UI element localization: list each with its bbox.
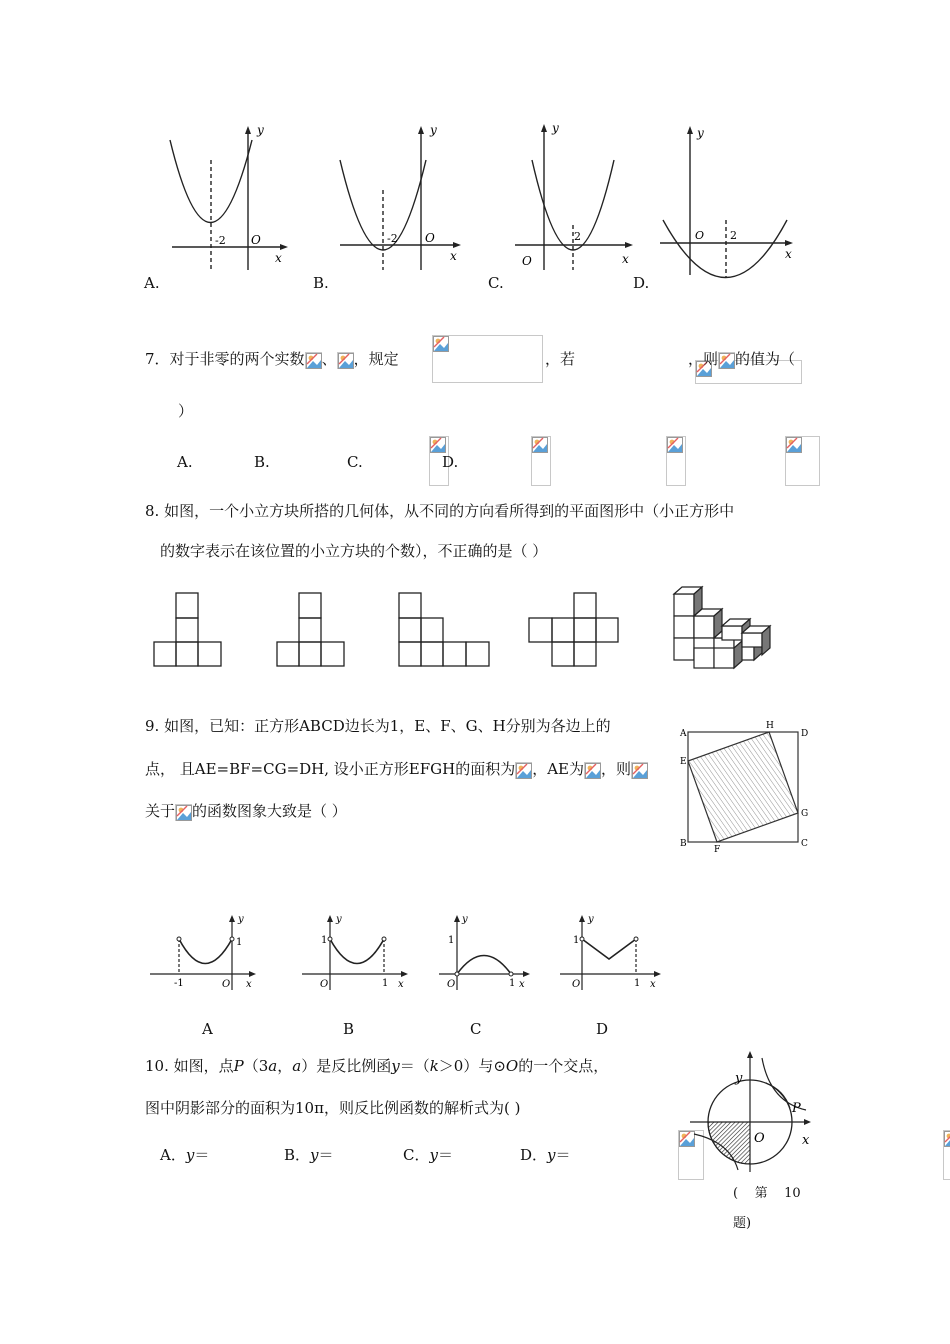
q7-number: 7． bbox=[145, 350, 170, 368]
broken-image-icon bbox=[305, 352, 322, 369]
q9b-one-x: 1 bbox=[382, 978, 389, 989]
q6b-origin: O bbox=[425, 231, 435, 245]
q6a-y: y bbox=[257, 123, 264, 137]
q10-option-c-eq: ＝ bbox=[437, 1146, 453, 1164]
q10-option-a-eq: ＝ bbox=[194, 1146, 210, 1164]
q9-graph-c bbox=[437, 912, 537, 997]
q10-option-b-y: y bbox=[310, 1146, 319, 1164]
q8-line-1: 8. 如图，一个小立方块所搭的几何体，从不同的方向看所得到的平面图形中（小正方形中 bbox=[145, 502, 735, 520]
q7-text-1: 对于非零的两个实数 bbox=[169, 350, 305, 368]
broken-image-icon bbox=[175, 804, 192, 821]
q10-option-b-label: B． bbox=[284, 1146, 311, 1164]
q7-text-6: 的值为（ bbox=[735, 350, 796, 368]
q7-definition-image-icon bbox=[432, 335, 543, 383]
q9c-origin: O bbox=[447, 979, 456, 990]
q10-line-2: 图中阴影部分的面积为10π，则反比例函数的解析式为( ) bbox=[145, 1099, 521, 1117]
q9-label-d: D bbox=[801, 729, 809, 739]
q6d-x: x bbox=[785, 247, 792, 261]
q9-text-2c: ，则 bbox=[601, 760, 632, 778]
q10-circle-figure bbox=[688, 1050, 818, 1175]
q10-option-d-image-icon bbox=[943, 1130, 950, 1180]
q9-label-f: F bbox=[714, 845, 721, 855]
q10-line-1 bbox=[145, 1055, 608, 1077]
q7-option-c-image-icon bbox=[666, 436, 686, 486]
q10-caption-a: ( 第 10 bbox=[733, 1186, 801, 1201]
q9d-y: y bbox=[588, 914, 594, 925]
q9a-x: x bbox=[246, 979, 252, 990]
q7-close-paren: ） bbox=[178, 402, 194, 420]
q9d-origin: O bbox=[572, 979, 581, 990]
broken-image-icon bbox=[584, 762, 601, 779]
q9b-one: 1 bbox=[321, 935, 328, 946]
q8-view-4 bbox=[525, 590, 625, 670]
q9-line-2 bbox=[145, 758, 648, 780]
q6-option-d: D. bbox=[633, 274, 650, 292]
q6-graph-a bbox=[160, 120, 295, 270]
q9a-one: 1 bbox=[236, 937, 243, 948]
q6c-y: y bbox=[552, 121, 559, 135]
q9-text-2b: ，AE为 bbox=[532, 760, 585, 778]
q9d-x: x bbox=[650, 979, 656, 990]
q9-label-c: C bbox=[801, 839, 808, 849]
q6a-origin: O bbox=[251, 233, 261, 247]
q10-text-c: ， bbox=[277, 1057, 293, 1075]
q9-text-3a: 关于 bbox=[145, 802, 176, 820]
broken-image-icon bbox=[515, 762, 532, 779]
q8-view-3 bbox=[395, 590, 495, 670]
q7-text-2: 、 bbox=[321, 350, 337, 368]
q9-square-figure bbox=[678, 718, 813, 853]
q10-option-d-eq: ＝ bbox=[555, 1146, 571, 1164]
q6b-y: y bbox=[430, 123, 437, 137]
q9-label-e: E bbox=[680, 757, 687, 767]
q9-label-b: B bbox=[680, 839, 687, 849]
q10-text-a: 10. 如图，点 bbox=[145, 1057, 234, 1075]
q9-label-a: A bbox=[680, 729, 687, 739]
q6c-tick: 2 bbox=[574, 230, 581, 243]
broken-image-icon bbox=[631, 762, 648, 779]
q8-view-2 bbox=[273, 590, 353, 670]
q9-label-h: H bbox=[766, 721, 774, 731]
q9-line-1: 9. 如图，已知：正方形ABCD边长为1，E、F、G、H分别为各边上的 bbox=[145, 717, 611, 735]
q9b-x: x bbox=[398, 979, 404, 990]
q10-option-c-label: C． bbox=[403, 1146, 430, 1164]
q6b-x: x bbox=[450, 249, 457, 263]
q10-option-a-y: y bbox=[185, 1146, 195, 1164]
q7-option-c: C. bbox=[347, 453, 363, 471]
q9b-origin: O bbox=[320, 979, 329, 990]
q10-option-d bbox=[520, 1145, 571, 1165]
q6d-tick: 2 bbox=[730, 229, 737, 242]
q10-text-f: ＞0）与⊙ bbox=[438, 1057, 506, 1075]
q7-option-a: A. bbox=[177, 453, 193, 471]
q7-option-b-image-icon bbox=[531, 436, 551, 486]
q9-text-2a: 点， 且AE=BF=CG=DH, 设小正方形EFGH的面积为 bbox=[145, 760, 516, 778]
q6c-x: x bbox=[622, 252, 629, 266]
q6-graph-b bbox=[330, 120, 465, 270]
q8-solid-figure bbox=[668, 582, 778, 672]
q9a-neg-one: -1 bbox=[174, 978, 184, 989]
q6-option-b: B. bbox=[313, 274, 329, 292]
q9c-one: 1 bbox=[448, 935, 455, 946]
q10-a1: a bbox=[268, 1057, 278, 1075]
q9-graph-b bbox=[300, 912, 415, 992]
q6d-origin: O bbox=[695, 229, 705, 242]
q6d-y: y bbox=[697, 126, 704, 140]
q10-text-d: ）是反比例函 bbox=[301, 1057, 392, 1075]
q10-text-g: 的一个交点， bbox=[518, 1057, 609, 1075]
q10-option-c bbox=[403, 1145, 453, 1165]
q10-text-e: ＝（ bbox=[399, 1057, 430, 1075]
q10-option-d-y: y bbox=[547, 1146, 556, 1164]
q10-a2: a bbox=[292, 1057, 302, 1075]
q10-k: k bbox=[429, 1057, 439, 1075]
q10-option-a bbox=[160, 1145, 209, 1165]
q9a-y: y bbox=[238, 914, 244, 925]
q6-option-a: A. bbox=[144, 274, 160, 292]
q9-graph-a bbox=[148, 912, 263, 992]
broken-image-icon bbox=[337, 352, 354, 369]
q9-option-d: D bbox=[596, 1020, 609, 1038]
q6b-tick: -2 bbox=[387, 232, 398, 245]
q9c-y: y bbox=[462, 914, 468, 925]
q9c-one-x: 1 bbox=[509, 978, 516, 989]
q6-graph-d bbox=[655, 125, 800, 275]
q10-text-b: （3 bbox=[243, 1057, 269, 1075]
broken-image-icon bbox=[718, 352, 735, 369]
q9-option-c: C bbox=[470, 1020, 482, 1038]
q10-o: O bbox=[505, 1057, 519, 1075]
q7-text-4: ，若 bbox=[545, 350, 576, 368]
q6a-tick: -2 bbox=[215, 234, 226, 247]
q7-line bbox=[145, 348, 399, 370]
q7-option-b: B. bbox=[254, 453, 270, 471]
q10-point-p: P bbox=[233, 1057, 244, 1075]
q8-line-2: 的数字表示在该位置的小立方块的个数），不正确的是（ ） bbox=[160, 542, 548, 560]
q10-option-b-eq: ＝ bbox=[318, 1146, 334, 1164]
q7-line-end bbox=[688, 348, 795, 370]
q6-option-c: C. bbox=[488, 274, 504, 292]
q8-view-1 bbox=[150, 590, 230, 670]
q10-option-d-label: D． bbox=[520, 1146, 548, 1164]
q9a-origin: O bbox=[222, 979, 231, 990]
q7-option-d: D. bbox=[442, 453, 459, 471]
q10-y: y bbox=[391, 1057, 400, 1075]
q7-text-3: ，规定 bbox=[353, 350, 399, 368]
q7-text-5: ，则 bbox=[688, 350, 719, 368]
q6a-x: x bbox=[275, 251, 282, 265]
q10-fig-y: y bbox=[735, 1071, 743, 1086]
q10-fig-p: P bbox=[792, 1101, 801, 1116]
q10-option-b bbox=[284, 1145, 334, 1165]
q9-option-a: A bbox=[202, 1020, 213, 1038]
q6c-origin: O bbox=[522, 254, 532, 268]
q9b-y: y bbox=[336, 914, 342, 925]
q10-option-a-label: A． bbox=[160, 1146, 186, 1164]
q10-option-c-y: y bbox=[429, 1146, 438, 1164]
q9-line-3 bbox=[145, 800, 347, 822]
q9-option-b: B bbox=[343, 1020, 355, 1038]
q10-fig-o: O bbox=[754, 1131, 765, 1146]
q10-fig-x: x bbox=[802, 1133, 810, 1148]
q9d-one-x: 1 bbox=[634, 978, 641, 989]
q9c-x: x bbox=[519, 979, 525, 990]
q7-option-d-image-icon bbox=[785, 436, 820, 486]
q9-text-3b: 的函数图象大致是（ ） bbox=[192, 802, 347, 820]
q10-caption-b: 题) bbox=[733, 1216, 752, 1231]
q9-label-g: G bbox=[801, 809, 809, 819]
q9d-one: 1 bbox=[573, 935, 580, 946]
q9-graph-d bbox=[558, 912, 668, 992]
q6-graph-c bbox=[510, 120, 640, 270]
